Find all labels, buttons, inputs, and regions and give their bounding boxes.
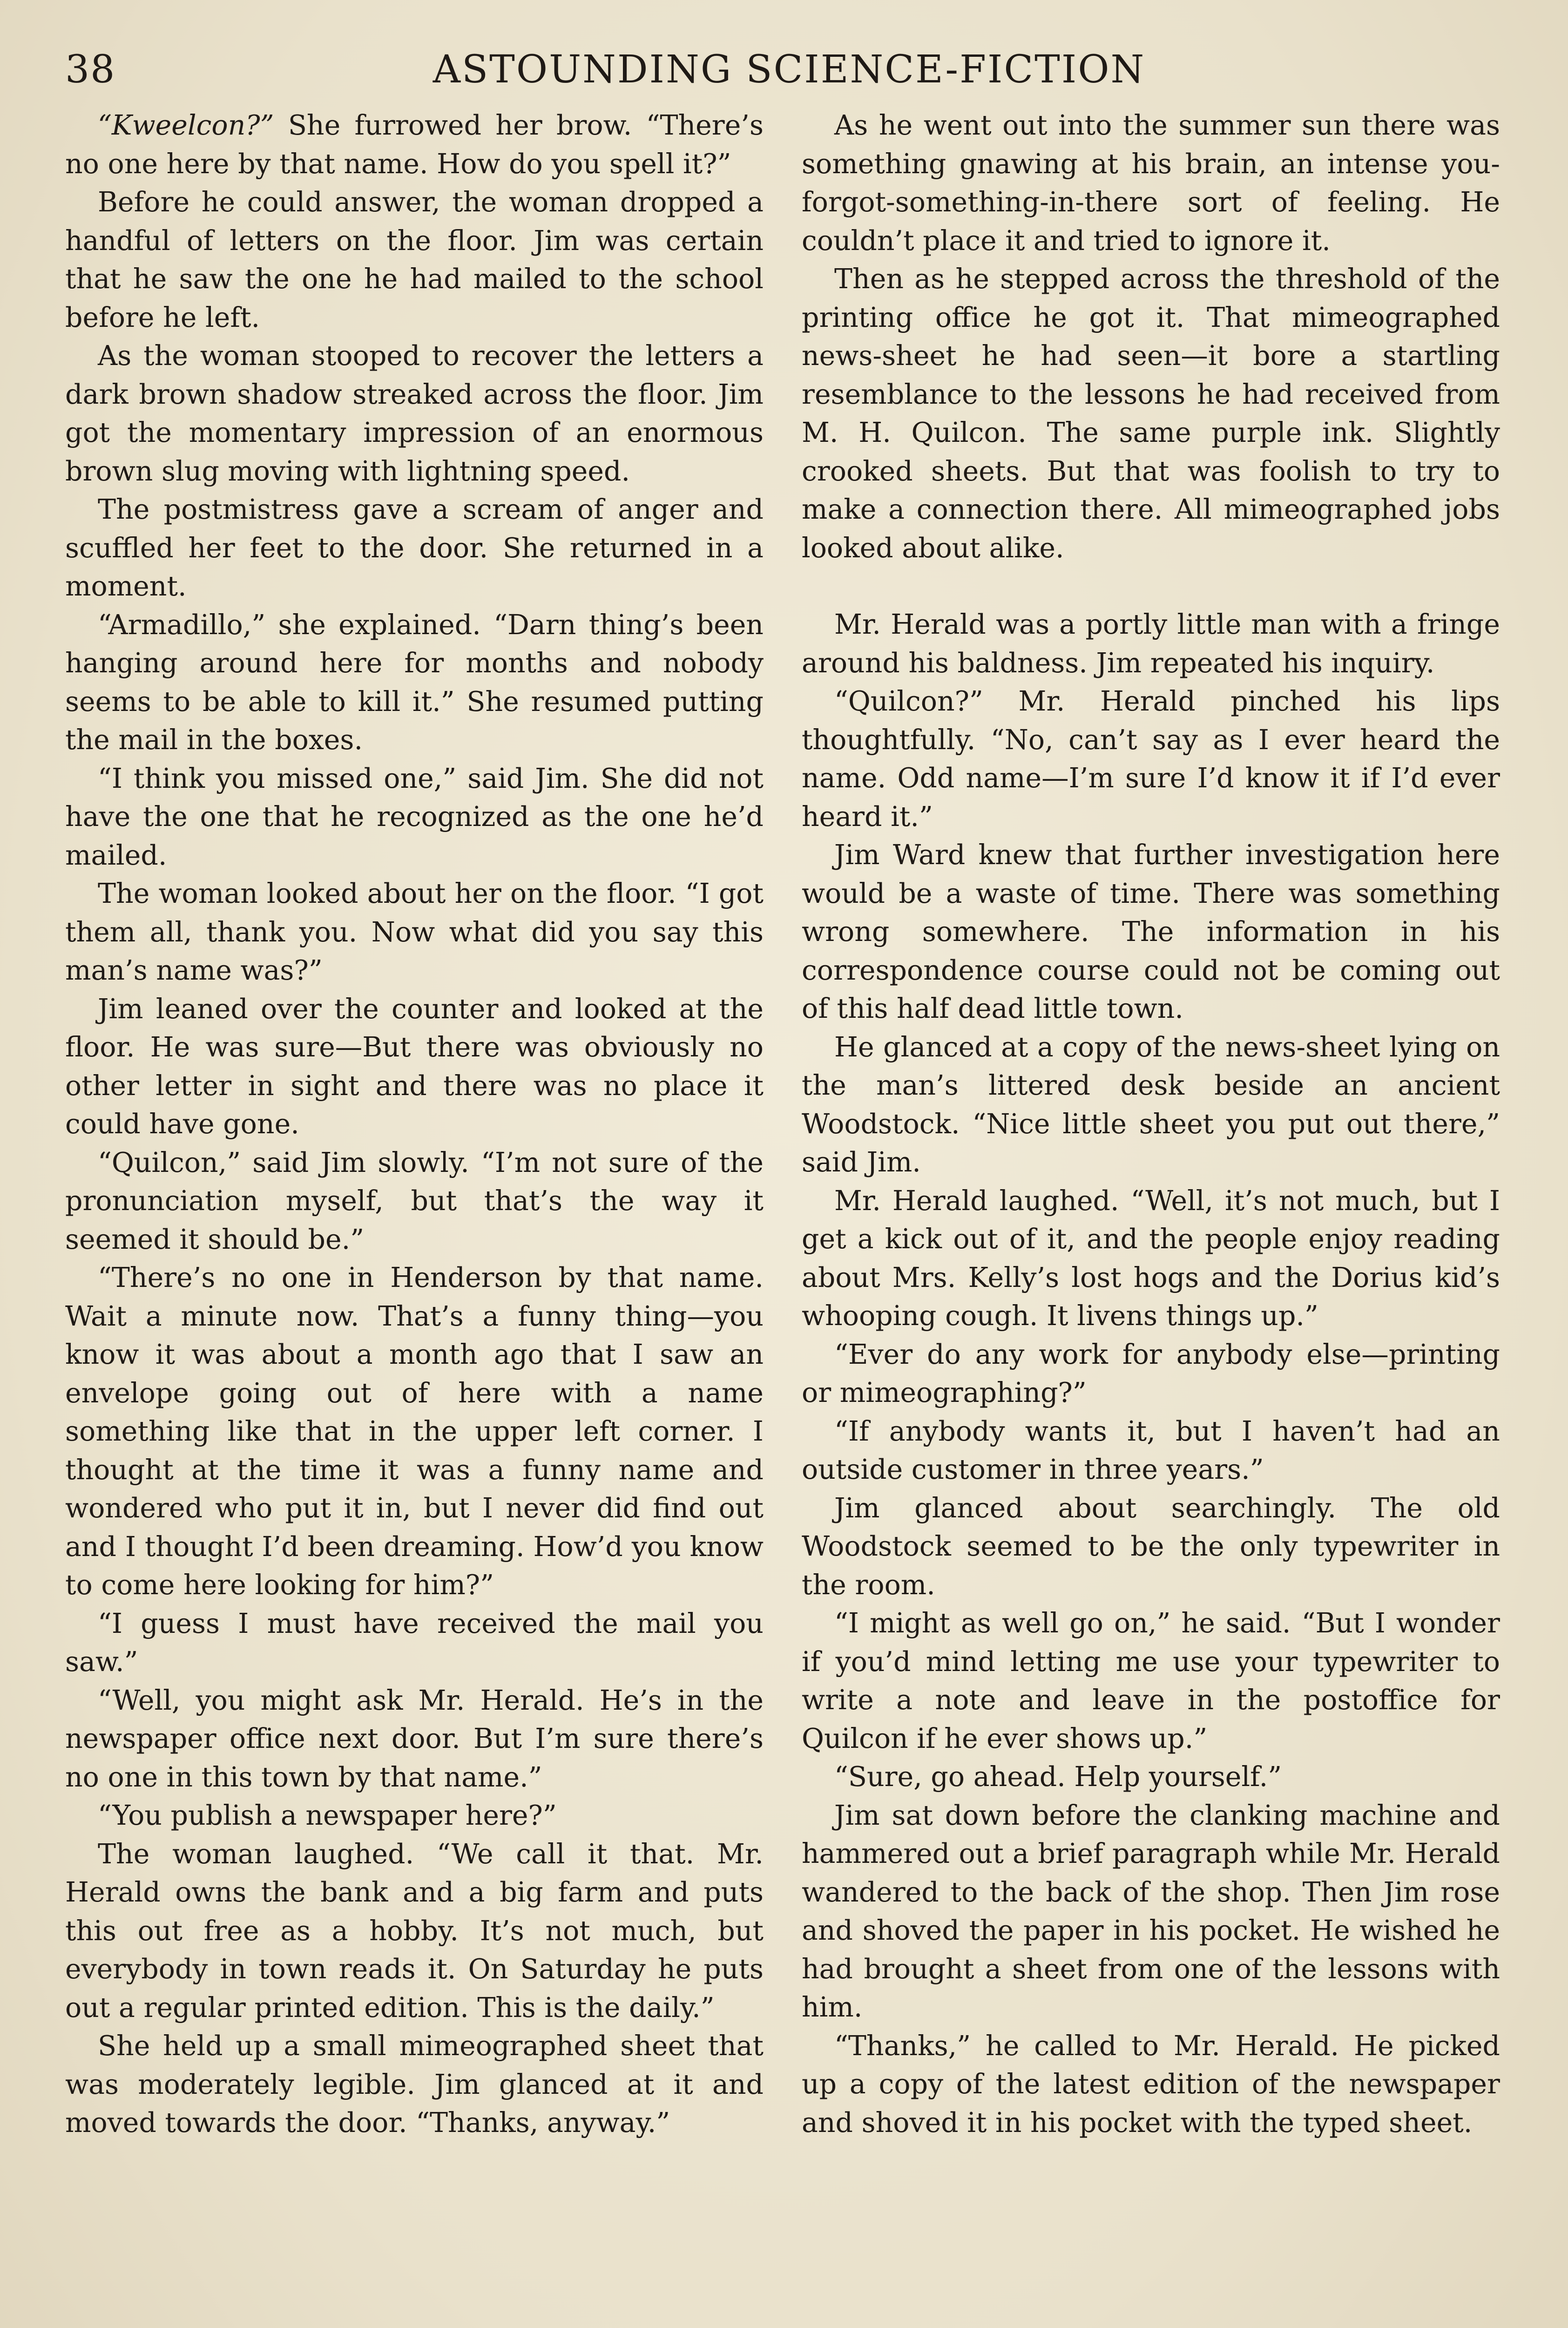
paragraph: “I might as well go on,” he said. “But I wonder if you’d mind letting me use your typewriter to write a note and leave in the postoffice for Quilcon if he ever shows up.” [802,1607,1500,1754]
paragraph: As the woman stooped to recover the letters a dark brown shadow streaked across the floor. Jim got the momentary impression of an enormous brown slug moving with lightning speed. [65,340,764,487]
paragraph: “Quilcon?” Mr. Herald pinched his lips thoughtfully. “No, can’t say as I ever heard the name. Odd name—I’m sure I’d know it if I’d ever heard it.” [802,685,1500,832]
paragraph: “Sure, go ahead. Help yourself.” [834,1761,1282,1793]
paragraph: The woman laughed. “We call it that. Mr. Herald owns the bank and a big farm and puts this out free as a hobby. It’s not much, but everybody in town reads it. On Saturday he puts out a regular printed edition. This is the daily.” [65,1838,764,2023]
paragraph: He glanced at a copy of the news-sheet lying on the man’s littered desk beside an ancient Woodstock. “Nice little sheet you put out there,” said Jim. [802,1031,1500,1178]
paragraph: Mr. Herald was a portly little man with a fringe around his baldness. Jim repeated his inquiry. [802,609,1500,679]
paragraph: Jim glanced about searchingly. The old Woodstock seemed to be the only typewriter in the room. [802,1492,1500,1601]
paragraph: “There’s no one in Henderson by that name. Wait a minute now. That’s a funny thing—you know it was about a month ago that I saw an envelope going out of here with a name something like that in the upper left corner. I thought at the time it was a funny name and wondered who put it in, but I never did find out and I thought I’d been dreaming. How’d you know to come here looking for him?” [65,1262,764,1601]
paragraph: Then as he stepped across the threshold of the printing office he got it. That mimeographed news-sheet he had seen—it bore a startling resemblance to the lessons he had received from M. H. Quilcon. The same purple ink. Slightly crooked sheets. But that was foolish to try to make a connection there. All mimeographed jobs looked about alike. [802,263,1500,564]
page-header [65,44,1513,95]
section-break [802,567,1500,605]
paragraph: She held up a small mimeographed sheet that was moderately legible. Jim glanced at it and moved towards the door. “Thanks, anyway.” [65,2030,764,2139]
paragraph: Jim sat down before the clanking machine and hammered out a brief paragraph while Mr. Herald wandered to the back of the shop. Then Jim rose and shoved the paper in his pocket. He wished he had brought a sheet from one of the lessons with him. [802,1799,1500,2023]
paragraph: “Thanks,” he called to Mr. Herald. He picked up a copy of the latest edition of the newspaper and shoved it in his pocket with the typed sheet. [802,2030,1500,2139]
right-column [802,106,1500,2142]
paragraph: “Kweelcon?” She furrowed her brow. “There’s no one here by that name. How do you spell it?” [65,109,764,180]
paragraph: “If anybody wants it, but I haven’t had an outside customer in three years.” [802,1415,1500,1485]
paragraph: The woman looked about her on the floor. “I got them all, thank you. Now what did you say this man’s name was?” [65,878,764,986]
left-column [65,106,764,2142]
paragraph: “Ever do any work for anybody else—printing or mimeographing?” [802,1338,1500,1408]
paragraph: “Well, you might ask Mr. Herald. He’s in the newspaper office next door. But I’m sure there’s no one in this town by that name.” [65,1684,764,1793]
paragraph: Mr. Herald laughed. “Well, it’s not much, but I get a kick out of it, and the people enjoy reading about Mrs. Kelly’s lost hogs and the Dorius kid’s whooping cough. It livens things up.” [802,1184,1500,1332]
paragraph: “Quilcon,” said Jim slowly. “I’m not sure of the pronunciation myself, but that’s the way it seemed it should be.” [65,1146,764,1255]
paragraph: Jim Ward knew that further investigation here would be a waste of time. There was something wrong somewhere. The information in his correspondence course could not be coming out of this half dead little town. [802,839,1500,1024]
page-number: 38 [65,47,116,92]
paragraph: “You publish a newspaper here?” [98,1800,557,1831]
paragraph: “Armadillo,” she explained. “Darn thing’s been hanging around here for months and nobody seems to be able to kill it.” She resumed putting the mail in the boxes. [65,609,764,756]
paragraph: Before he could answer, the woman dropped a handful of letters on the floor. Jim was certain that he saw the one he had mailed to the school before he left. [65,186,764,333]
paragraph: The postmistress gave a scream of anger and scuffled her feet to the door. She returned in a moment. [65,494,764,602]
running-title: ASTOUNDING SCIENCE-FICTION [433,47,1146,92]
paragraph: Jim leaned over the counter and looked at the floor. He was sure—But there was obviously no other letter in sight and there was no place it could have gone. [65,993,764,1140]
paragraph: “I guess I must have received the mail you saw.” [65,1607,764,1678]
paragraph: “I think you missed one,” said Jim. She did not have the one that he recognized as the one he’d mailed. [65,762,764,871]
paragraph: As he went out into the summer sun there was something gnawing at his brain, an intense you-forgot-something-in-there sort of feeling. He couldn’t place it and tried to ignore it. [802,109,1500,257]
